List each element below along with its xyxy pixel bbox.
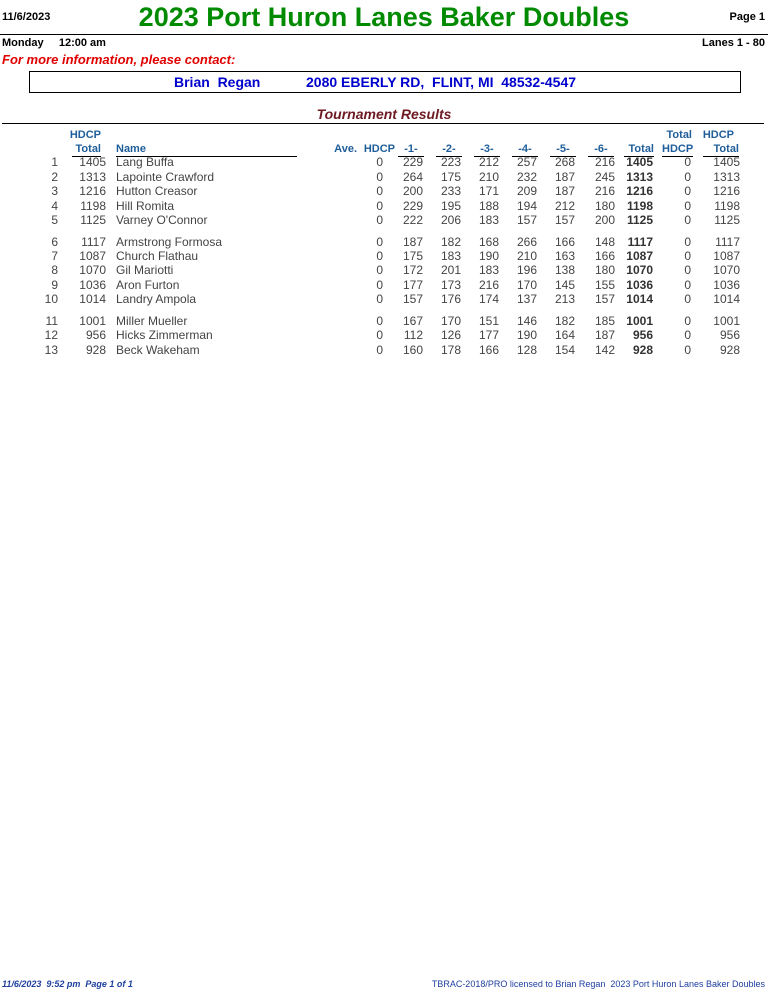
game-6-score: 187 <box>594 328 615 342</box>
game-3-score: 216 <box>478 278 499 292</box>
place: 6 <box>51 235 58 249</box>
header-divider <box>0 34 768 35</box>
contact-name: Brian Regan <box>174 74 261 90</box>
scratch-total: 1198 <box>626 199 653 213</box>
col-game-1: -1- <box>398 142 424 157</box>
game-3-score: 190 <box>478 249 499 263</box>
game-5-score: 138 <box>554 263 575 277</box>
bowler-name: Hicks Zimmerman <box>116 328 213 342</box>
game-4-score: 170 <box>516 278 537 292</box>
game-2-score: 175 <box>440 170 461 184</box>
col-hdcp-total-right: Total <box>703 142 739 157</box>
handicap: 0 <box>376 343 383 357</box>
game-6-score: 245 <box>594 170 615 184</box>
bowler-name: Armstrong Formosa <box>116 235 223 249</box>
handicap: 0 <box>376 278 383 292</box>
bowler-name: Aron Furton <box>116 278 180 292</box>
total-handicap: 0 <box>684 278 691 292</box>
page-title: 2023 Port Huron Lanes Baker Doubles <box>138 2 630 32</box>
col-hdcp: HDCP <box>363 143 395 155</box>
game-2-score: 201 <box>440 263 461 277</box>
game-4-score: 232 <box>516 170 537 184</box>
bowler-name: Miller Mueller <box>116 314 188 328</box>
game-5-score: 164 <box>554 328 575 342</box>
col-game-6: -6- <box>588 142 614 157</box>
final-total: 1216 <box>713 184 740 198</box>
game-2-score: 176 <box>440 292 461 306</box>
game-1-score: 177 <box>402 278 423 292</box>
scratch-total: 1070 <box>626 263 653 277</box>
game-1-score: 229 <box>402 199 423 213</box>
hdcp-total: 1087 <box>79 249 106 263</box>
game-3-score: 166 <box>478 343 499 357</box>
place: 11 <box>45 314 58 328</box>
game-1-score: 264 <box>402 170 423 184</box>
handicap: 0 <box>376 155 383 169</box>
section-divider <box>2 123 764 124</box>
place: 12 <box>44 328 58 342</box>
game-5-score: 166 <box>554 235 575 249</box>
hdcp-total: 928 <box>85 343 106 357</box>
total-handicap: 0 <box>684 170 691 184</box>
scratch-total: 1087 <box>626 249 653 263</box>
game-6-score: 216 <box>594 155 615 169</box>
game-1-score: 112 <box>403 328 423 342</box>
report-date: 11/6/2023 <box>2 11 51 23</box>
hdcp-total: 1070 <box>79 263 106 277</box>
col-game-5: -5- <box>550 142 576 157</box>
hdcp-total: 1014 <box>79 292 106 306</box>
game-2-score: 233 <box>440 184 461 198</box>
bowler-name: Church Flathau <box>116 249 199 263</box>
total-handicap: 0 <box>684 292 691 306</box>
col-total-hdcp-top: Total <box>666 129 692 141</box>
total-handicap: 0 <box>684 213 691 227</box>
bowler-name: Beck Wakeham <box>116 343 200 357</box>
game-3-score: 212 <box>478 155 499 169</box>
game-5-score: 145 <box>554 278 575 292</box>
game-6-score: 180 <box>594 199 615 213</box>
final-total: 1405 <box>713 155 740 169</box>
game-2-score: 195 <box>440 199 461 213</box>
more-info-text: For more information, please contact: <box>2 52 236 67</box>
game-4-score: 266 <box>516 235 537 249</box>
game-2-score: 223 <box>440 155 461 169</box>
game-3-score: 151 <box>478 314 499 328</box>
final-total: 1014 <box>713 292 740 306</box>
bowler-name: Hill Romita <box>116 199 175 213</box>
col-total: Total <box>624 142 654 157</box>
game-6-score: 155 <box>594 278 615 292</box>
total-handicap: 0 <box>684 235 691 249</box>
game-3-score: 168 <box>478 235 499 249</box>
lanes-range: Lanes 1 - 80 <box>702 37 765 49</box>
handicap: 0 <box>376 292 383 306</box>
final-total: 1001 <box>713 314 740 328</box>
scratch-total: 1001 <box>626 314 653 328</box>
hdcp-total: 1001 <box>79 314 106 328</box>
scratch-total: 956 <box>632 328 653 342</box>
bowler-name: Lapointe Crawford <box>116 170 215 184</box>
bowler-name: Gil Mariotti <box>116 263 174 277</box>
game-6-score: 166 <box>594 249 615 263</box>
total-handicap: 0 <box>684 328 691 342</box>
scratch-total: 928 <box>632 343 653 357</box>
game-4-score: 190 <box>516 328 537 342</box>
place: 13 <box>44 343 58 357</box>
game-5-score: 187 <box>554 184 575 198</box>
scratch-total: 1216 <box>626 184 653 198</box>
total-handicap: 0 <box>684 184 691 198</box>
game-1-score: 157 <box>402 292 423 306</box>
game-4-score: 128 <box>516 343 537 357</box>
game-4-score: 157 <box>516 213 537 227</box>
game-4-score: 196 <box>516 263 537 277</box>
footer-license: TBRAC-2018/PRO licensed to Brian Regan 2023 Port Huron Lanes Baker Doubles <box>431 979 765 989</box>
game-2-score: 182 <box>440 235 461 249</box>
game-1-score: 160 <box>402 343 423 357</box>
col-game-4: -4- <box>512 142 538 157</box>
day-time: Monday 12:00 am <box>2 37 106 49</box>
game-5-score: 163 <box>554 249 575 263</box>
game-1-score: 200 <box>402 184 423 198</box>
scratch-total: 1014 <box>626 292 653 306</box>
game-6-score: 216 <box>594 184 615 198</box>
game-1-score: 167 <box>402 314 423 328</box>
col-name: Name <box>116 142 297 157</box>
final-total: 1313 <box>713 170 740 184</box>
game-2-score: 126 <box>440 328 461 342</box>
game-2-score: 206 <box>440 213 461 227</box>
game-6-score: 200 <box>594 213 615 227</box>
game-3-score: 174 <box>478 292 499 306</box>
game-6-score: 142 <box>594 343 615 357</box>
bowler-name: Varney O'Connor <box>116 213 208 227</box>
col-hdcp-total-top: HDCP <box>69 129 101 141</box>
place: 5 <box>51 213 58 227</box>
col-game-3: -3- <box>474 142 500 157</box>
hdcp-total: 1198 <box>80 199 106 213</box>
hdcp-total: 956 <box>85 328 106 342</box>
col-hdcp-total: Total <box>72 142 101 157</box>
bowler-name: Hutton Creasor <box>116 184 198 198</box>
place: 10 <box>44 292 58 306</box>
hdcp-total: 1117 <box>81 235 106 249</box>
total-handicap: 0 <box>684 155 691 169</box>
place: 8 <box>51 263 58 277</box>
col-ave: Ave. <box>334 143 357 155</box>
game-3-score: 188 <box>478 199 499 213</box>
game-5-score: 212 <box>554 199 575 213</box>
hdcp-total: 1313 <box>79 170 106 184</box>
scratch-total: 1313 <box>626 170 653 184</box>
game-5-score: 187 <box>554 170 575 184</box>
game-5-score: 268 <box>554 155 575 169</box>
game-3-score: 177 <box>478 328 499 342</box>
handicap: 0 <box>376 199 383 213</box>
game-1-score: 172 <box>402 263 423 277</box>
hdcp-total: 1405 <box>79 155 106 169</box>
col-hdcp-total-right-top: HDCP <box>702 129 734 141</box>
place: 1 <box>51 155 58 169</box>
total-handicap: 0 <box>684 314 691 328</box>
col-total-hdcp: HDCP <box>662 143 694 155</box>
bowler-name: Lang Buffa <box>116 155 174 169</box>
final-total: 1125 <box>714 213 740 227</box>
col-game-2: -2- <box>436 142 462 157</box>
game-3-score: 171 <box>478 184 499 198</box>
place: 9 <box>51 278 58 292</box>
final-total: 1087 <box>713 249 740 263</box>
handicap: 0 <box>376 249 383 263</box>
place: 2 <box>51 170 58 184</box>
scratch-total: 1117 <box>627 235 653 249</box>
game-2-score: 178 <box>440 343 461 357</box>
game-1-score: 175 <box>402 249 423 263</box>
place: 7 <box>51 249 58 263</box>
handicap: 0 <box>376 170 383 184</box>
bowler-name: Landry Ampola <box>116 292 197 306</box>
handicap: 0 <box>376 235 383 249</box>
contact-address: 2080 EBERLY RD, FLINT, MI 48532-4547 <box>306 74 577 90</box>
final-total: 1070 <box>713 263 740 277</box>
total-handicap: 0 <box>684 249 691 263</box>
game-1-score: 187 <box>402 235 423 249</box>
game-4-score: 146 <box>516 314 537 328</box>
game-6-score: 148 <box>594 235 615 249</box>
game-5-score: 213 <box>554 292 575 306</box>
handicap: 0 <box>376 314 383 328</box>
handicap: 0 <box>376 328 383 342</box>
section-title: Tournament Results <box>316 106 452 122</box>
page-number: Page 1 <box>729 11 765 23</box>
place: 3 <box>51 184 58 198</box>
hdcp-total: 1216 <box>79 184 106 198</box>
footer-print-info: 11/6/2023 9:52 pm Page 1 of 1 <box>2 979 133 989</box>
game-4-score: 257 <box>516 155 537 169</box>
final-total: 1036 <box>713 278 740 292</box>
game-4-score: 210 <box>516 249 537 263</box>
total-handicap: 0 <box>684 343 691 357</box>
total-handicap: 0 <box>684 199 691 213</box>
hdcp-total: 1036 <box>79 278 106 292</box>
final-total: 1117 <box>715 235 740 249</box>
scratch-total: 1405 <box>626 155 653 169</box>
game-4-score: 137 <box>516 292 537 306</box>
final-total: 928 <box>719 343 740 357</box>
game-1-score: 229 <box>402 155 423 169</box>
place: 4 <box>51 199 58 213</box>
game-6-score: 157 <box>594 292 615 306</box>
hdcp-total: 1125 <box>80 213 106 227</box>
game-5-score: 157 <box>554 213 575 227</box>
game-2-score: 170 <box>440 314 461 328</box>
game-4-score: 194 <box>516 199 537 213</box>
final-total: 1198 <box>714 199 740 213</box>
scratch-total: 1125 <box>626 213 653 227</box>
game-3-score: 183 <box>478 213 499 227</box>
handicap: 0 <box>376 263 383 277</box>
game-3-score: 210 <box>478 170 499 184</box>
handicap: 0 <box>376 213 383 227</box>
game-1-score: 222 <box>402 213 423 227</box>
game-2-score: 173 <box>440 278 461 292</box>
game-2-score: 183 <box>440 249 461 263</box>
game-5-score: 154 <box>554 343 575 357</box>
game-6-score: 180 <box>594 263 615 277</box>
game-5-score: 182 <box>554 314 575 328</box>
total-handicap: 0 <box>684 263 691 277</box>
game-6-score: 185 <box>594 314 615 328</box>
game-3-score: 183 <box>478 263 499 277</box>
scratch-total: 1036 <box>626 278 653 292</box>
game-4-score: 209 <box>516 184 537 198</box>
final-total: 956 <box>719 328 740 342</box>
handicap: 0 <box>376 184 383 198</box>
